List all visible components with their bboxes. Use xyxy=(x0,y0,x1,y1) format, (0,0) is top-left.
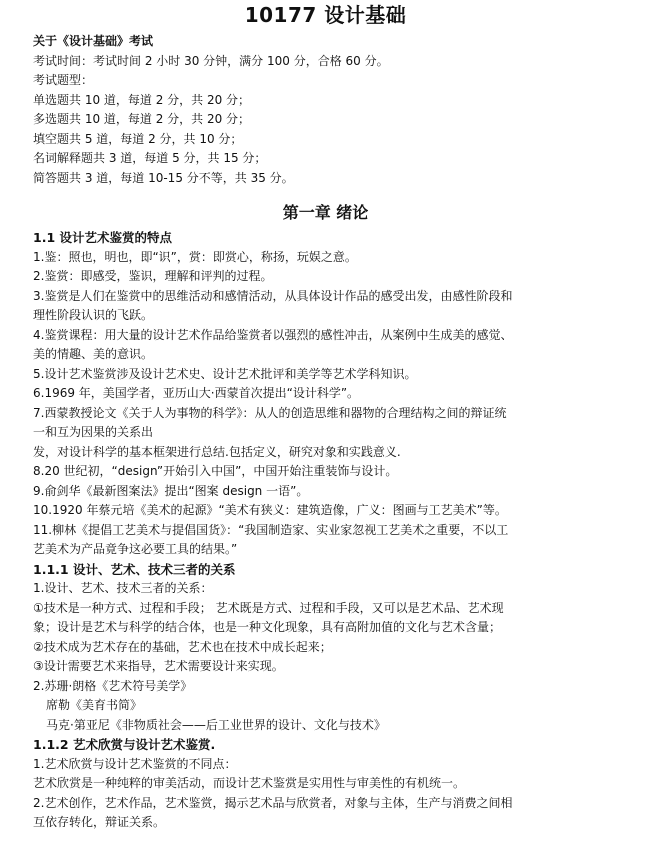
paragraph-line: 10.1920 年蔡元培《美术的起源》“美术有狭义：建筑造像，广义：图画与工艺美术”等。 xyxy=(33,503,507,517)
exam-heading: 关于《设计基础》考试 xyxy=(33,34,154,48)
section-heading-1-1: 1.1 设计艺术鉴赏的特点 xyxy=(33,230,172,245)
paragraph-line: 3.鉴赏是人们在鉴赏中的思维活动和感情活动，从具体设计作品的感受出发，由感性阶段和 xyxy=(33,288,513,303)
paragraph-line: 2.艺术创作，艺术作品，艺术鉴赏，揭示艺术品与欣赏者，对象与主体，生产与消费之间相 xyxy=(33,795,513,810)
exam-line: 填空题共 5 道，每道 2 分，共 10 分； xyxy=(33,131,243,146)
paragraph-line: 一和互为因果的关系出 xyxy=(33,425,154,439)
chapter-title: 第一章 绪论 xyxy=(282,203,369,222)
paragraph-line: ②技术成为艺术存在的基础，艺术也在技术中成长起来； xyxy=(33,639,332,654)
paragraph-line: 7.西蒙教授论文《关于人为事物的科学》：从人的创造思维和器物的合理结构之间的辩证统 xyxy=(33,405,507,420)
exam-line: 多选题共 10 道，每道 2 分，共 20 分； xyxy=(33,112,251,126)
paragraph-line: 4.鉴赏课程：用大量的设计艺术作品给鉴赏者以强烈的感性冲击，从案例中生成美的感觉、 xyxy=(33,327,513,342)
exam-line: 简答题共 3 道，每道 10-15 分不等，共 35 分。 xyxy=(33,170,294,185)
paragraph-line: 艺术欣赏是一种纯粹的审美活动，而设计艺术鉴赏是实用性与审美性的有机统一。 xyxy=(33,776,466,790)
exam-line: 考试时间：考试时间 2 小时 30 分钟，满分 100 分，合格 60 分。 xyxy=(33,53,389,68)
paragraph-line: 1.设计、艺术、技术三者的关系： xyxy=(33,581,213,595)
paragraph-line: 6.1969 年，美国学者，亚历山大·西蒙首次提出“设计科学”。 xyxy=(33,386,360,400)
paragraph-line: 1.鉴：照也，明也，即“识”，赏：即赏心，称扬，玩娱之意。 xyxy=(33,249,357,264)
paragraph-line: ①技术是一种方式、过程和手段； 艺术既是方式、过程和手段，又可以是艺术品、艺术现 xyxy=(33,600,504,615)
reference-line: 马克·第亚尼《非物质社会——后工业世界的设计、文化与技术》 xyxy=(46,717,386,732)
exam-line: 名词解释题共 3 道，每道 5 分，共 15 分； xyxy=(33,151,267,165)
section-body-1-1 xyxy=(33,248,618,560)
reference-line: 席勒《美育书简》 xyxy=(46,698,143,712)
paragraph-line: 艺美术为产品竟争这必要工具的结果。” xyxy=(33,542,238,556)
paragraph-line: 理性阶段认识的飞跃。 xyxy=(33,308,154,322)
exam-info xyxy=(33,52,618,189)
paragraph-line: 2.苏珊·朗格《艺术符号美学》 xyxy=(33,678,193,693)
paragraph-line: 1.艺术欣赏与设计艺术鉴赏的不同点： xyxy=(33,756,237,771)
paragraph-line: ③设计需要艺术来指导，艺术需要设计来实现。 xyxy=(33,659,284,673)
section-heading-1-1-1: 1.1.1 设计、艺术、技术三者的关系 xyxy=(33,561,236,577)
paragraph-line: 9.俞剑华《最新图案法》提出“图案 design 一语”。 xyxy=(33,483,309,498)
paragraph-line: 互依存转化，辩证关系。 xyxy=(33,815,166,829)
section-heading-1-1-2: 1.1.2 艺术欣赏与设计艺术鉴赏. xyxy=(33,737,216,752)
section-body-1-1-2 xyxy=(33,755,618,833)
paragraph-line: 美的情趣、美的意识。 xyxy=(33,347,154,361)
section-body-1-1-1 xyxy=(33,579,618,735)
paragraph-line: 发，对设计科学的基本框架进行总结.包括定义，研究对象和实践意义. xyxy=(33,444,401,459)
paragraph-line: 5.设计艺术鉴赏涉及设计艺术史、设计艺术批评和美学等艺术学科知识。 xyxy=(33,366,417,381)
document-page xyxy=(0,2,648,858)
paragraph-line: 8.20 世纪初，“design”开始引入中国”，中国开始注重装饰与设计。 xyxy=(33,464,398,478)
paragraph-line: 11.柳林《提倡工艺美术与提倡国货》：“我国制造家、实业家忽视工艺美术之重要，不以工 xyxy=(33,522,509,537)
document-title: 10177 设计基础 xyxy=(244,3,407,27)
paragraph-line: 象；设计是艺术与科学的结合体，也是一种文化现象，具有高附加值的文化与艺术含量； xyxy=(33,620,502,634)
exam-line: 考试题型： xyxy=(33,73,94,87)
paragraph-line: 2.鉴赏：即感受，鉴识，理解和评判的过程。 xyxy=(33,269,273,283)
exam-line: 单选题共 10 道，每道 2 分，共 20 分； xyxy=(33,92,251,107)
